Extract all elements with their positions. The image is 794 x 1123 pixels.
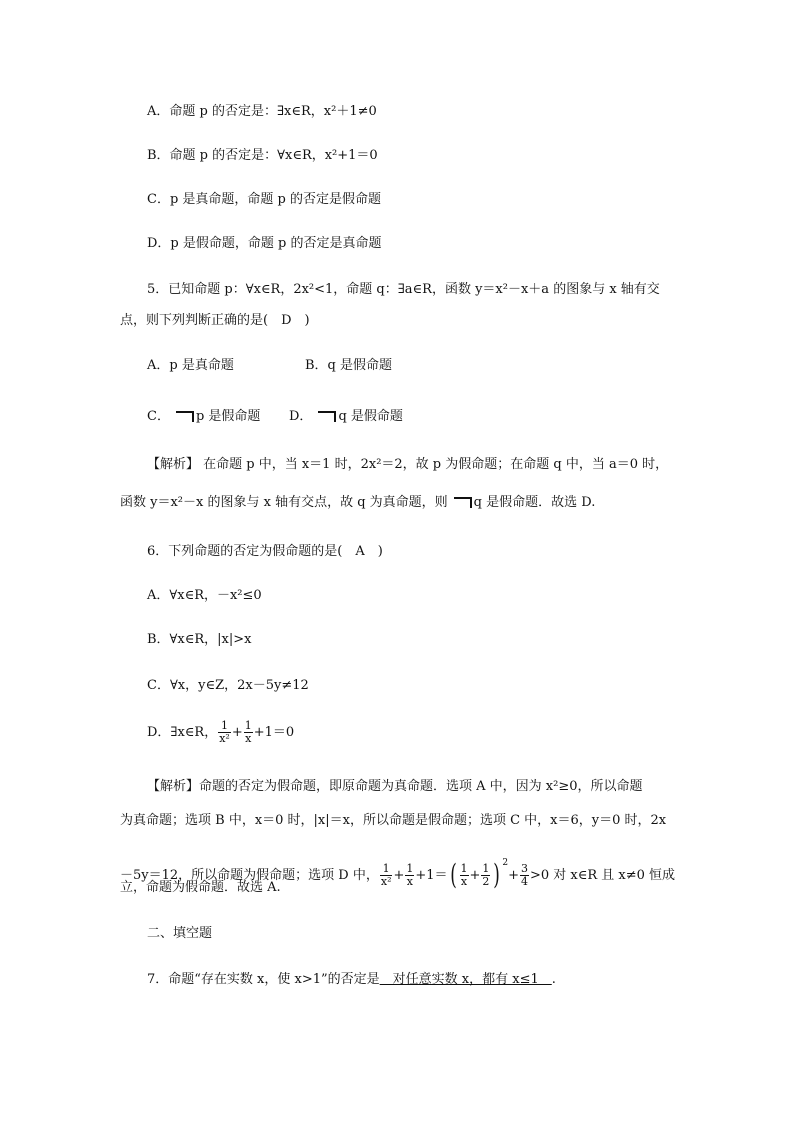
q5-analysis-line2-text: 函数 y＝x²－x 的图象与 x 轴有交点，故 q 为真命题，则 xyxy=(120,495,448,510)
q4-option-a: A．命题 p 的否定是：∃x∈R，x²＋1≠0 xyxy=(147,104,377,119)
fraction: $\frac{1}{x}$ xyxy=(460,861,468,888)
q7-stem xyxy=(147,972,556,988)
right-paren-icon: ) xyxy=(493,858,501,891)
negation-symbol-icon xyxy=(454,497,472,508)
negation-symbol-icon xyxy=(176,411,194,422)
equals-text: +1＝ xyxy=(415,868,448,883)
q5-stem-line1: 5．已知命题 p：∀x∈R，2x²<1，命题 q：∃a∈R，函数 y＝x²－x＋a 的图象与 x 轴有交 xyxy=(147,282,660,297)
q5-option-c-label: C． xyxy=(147,409,170,424)
q6-analysis-line3-text: －5y＝12，所以命题为假命题；选项 D 中， xyxy=(120,868,379,883)
q4-option-d: D．p 是假命题，命题 p 的否定是真命题 xyxy=(147,236,382,251)
fraction: $\frac{3}{4}$ xyxy=(520,862,528,888)
q7-end: . xyxy=(551,972,556,987)
q5-analysis-line2-end: q 是假命题．故选 D. xyxy=(473,495,596,510)
q5-option-d-text: q 是假命题 xyxy=(338,409,403,424)
q6-option-a: A．∀x∈R，－x²≤0 xyxy=(147,588,262,603)
fraction: $\frac{1}{\text{x²}}$ xyxy=(219,719,230,745)
plus-sign: + xyxy=(231,725,243,740)
q5-option-c-text: p 是假命题 xyxy=(195,409,261,424)
q7-stem-text: 7．命题“存在实数 x，使 x>1”的否定是 xyxy=(147,972,380,987)
section-title: 二、填空题 xyxy=(147,926,213,941)
q6-stem: 6．下列命题的否定为假命题的是( A ) xyxy=(147,544,383,559)
squared-group: ( $\frac{1}{x}$ + $\frac{1}{2}$ ) xyxy=(449,858,501,891)
q5-option-c xyxy=(147,409,260,425)
q6-analysis-line1: 【解析】命题的否定为假命题，即原命题为真命题．选项 A 中，因为 x²≥0，所以命题 xyxy=(147,779,643,794)
q6-analysis-line3-end: >0 对 x∈R 且 x≠0 恒成 xyxy=(529,868,676,883)
q5-option-a: A．p 是真命题 xyxy=(147,358,234,373)
q6-option-d-end: +1＝0 xyxy=(253,725,295,740)
q7-answer: 对任意实数 x，都有 x≤1 xyxy=(379,972,552,987)
q5-option-d xyxy=(289,409,403,425)
fraction: $\frac{1}{\text{x²}}$ xyxy=(380,862,392,888)
q5-analysis-line1: 【解析】 在命题 p 中，当 x＝1 时，2x²＝2，故 p 为假命题；在命题 q 中，当 a＝0 时， xyxy=(147,457,669,472)
fraction: $\frac{1}{2}$ xyxy=(482,861,490,888)
negation-symbol-icon xyxy=(318,411,336,422)
q6-analysis-line3: －5y＝12，所以命题为假命题；选项 D 中， $\frac{1}{\text{x²}}$ + $\frac{1}{x}$ +1＝( $\frac{1}{x}$ + $\frac{1}{2}$ ) $^2$+ $\frac{3}{4}$ >0 对 x∈R 且 x≠0 恒成 xyxy=(120,843,675,896)
fraction: $\frac{1}{x}$ xyxy=(406,862,414,888)
q6-option-d-label: D．∃x∈R， xyxy=(147,725,218,740)
q5-option-d-label: D． xyxy=(289,409,313,424)
q6-analysis-line4: 立，命题为假命题．故选 A. xyxy=(120,880,281,895)
q6-option-c: C．∀x，y∈Z，2x－5y≠12 xyxy=(147,678,309,693)
q5-stem-line2: 点，则下列判断正确的是( D ) xyxy=(120,313,310,328)
q5-option-b: B．q 是假命题 xyxy=(305,358,393,373)
q4-option-c: C．p 是真命题，命题 p 的否定是假命题 xyxy=(147,192,381,207)
q4-option-b: B．命题 p 的否定是：∀x∈R，x²+1＝0 xyxy=(147,148,378,163)
exponent: 2 xyxy=(502,858,509,868)
q6-option-b: B．∀x∈R，|x|>x xyxy=(147,632,252,647)
left-paren-icon: ( xyxy=(449,858,457,891)
q5-analysis-line2 xyxy=(120,495,595,511)
q6-analysis-line2: 为真命题；选项 B 中，x＝0 时，|x|＝x，所以命题是假命题；选项 C 中，x＝6，y＝0 时，2x xyxy=(120,813,667,828)
fraction: $\frac{1}{x}$ xyxy=(244,719,252,745)
q6-option-d xyxy=(147,720,294,745)
